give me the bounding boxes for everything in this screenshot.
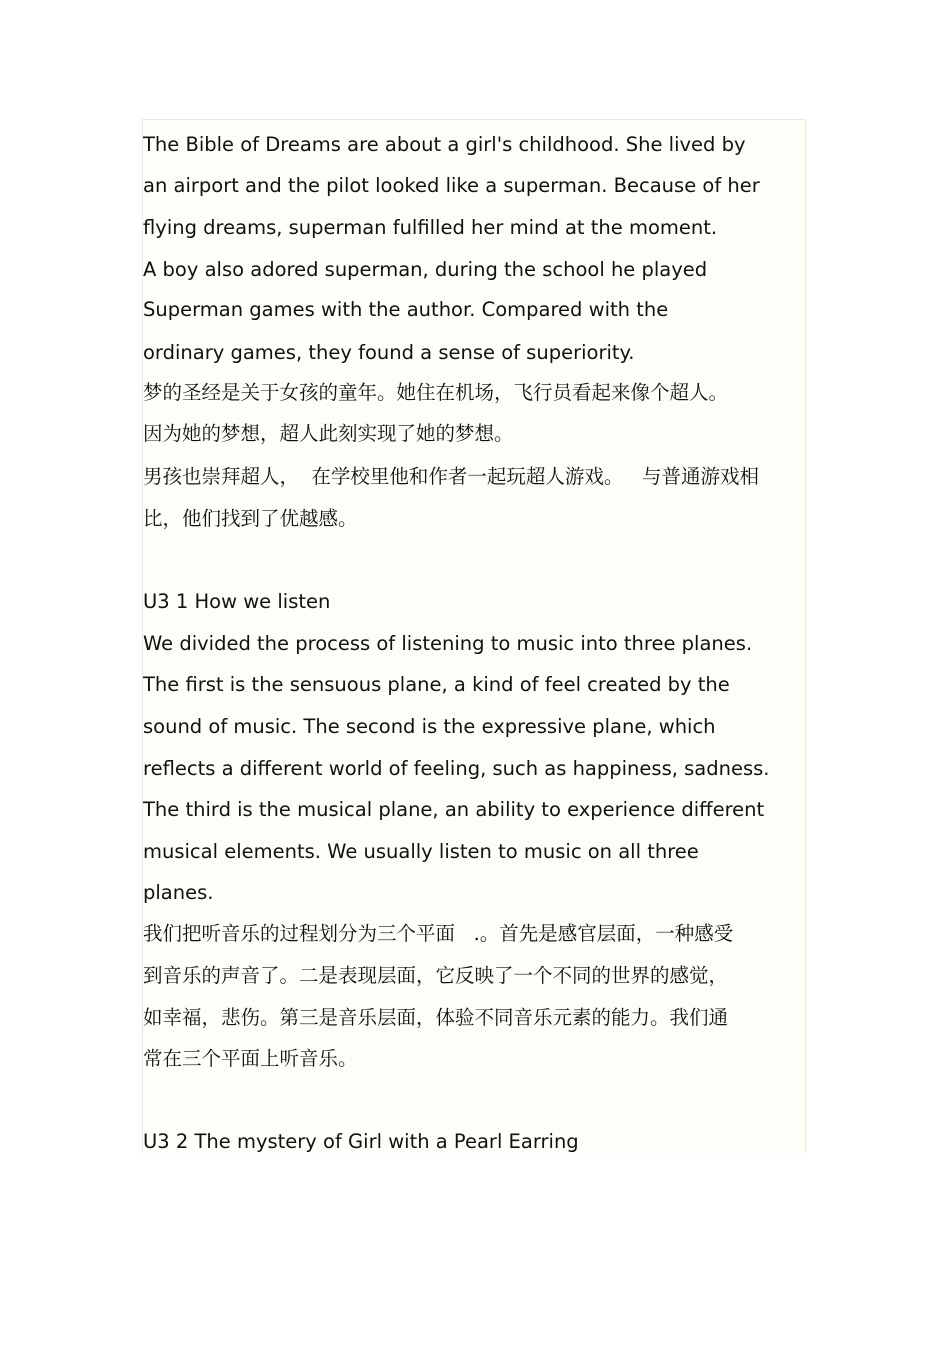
text-line: The first is the sensuous plane, a kind of feel created by the [143,673,730,696]
text-line-chinese: 我们把听音乐的过程划分为三个平面 .。首先是感官层面，一种感受 [143,922,734,945]
text-line: flying dreams, superman fulfilled her mind at the moment. [143,216,718,239]
text-line: an airport and the pilot looked like a superman. Because of her [143,174,760,197]
text-line-chinese: 如幸福，悲伤。第三是音乐层面，体验不同音乐元素的能力。我们通 [143,1006,729,1029]
text-line: The Bible of Dreams are about a girl's childhood. She lived by [143,133,746,156]
text-line: Superman games with the author. Compared with the [143,298,669,321]
text-line-chinese: 因为她的梦想，超人此刻实现了她的梦想。 [143,422,514,445]
text-line: musical elements. We usually listen to music on all three [143,840,699,863]
text-line-chinese: 男孩也崇拜超人， 在学校里他和作者一起玩超人游戏。 与普通游戏相 [143,465,759,488]
text-line: We divided the process of listening to music into three planes. [143,632,753,655]
text-line: A boy also adored superman, during the school he played [143,258,708,281]
section-heading: U3 2 The mystery of Girl with a Pearl Earring [143,1130,579,1153]
text-line-chinese: 比，他们找到了优越感。 [143,507,358,530]
text-line-chinese: 常在三个平面上听音乐。 [143,1047,358,1070]
text-line: sound of music. The second is the expressive plane, which [143,715,716,738]
text-line-chinese: 到音乐的声音了。二是表现层面，它反映了一个不同的世界的感觉， [143,964,729,987]
text-line-chinese: 梦的圣经是关于女孩的童年。她住在机场，飞行员看起来像个超人。 [143,381,729,404]
text-line: reflects a different world of feeling, such as happiness, sadness. [143,757,770,780]
text-line: ordinary games, they found a sense of superiority. [143,341,635,364]
text-line: planes. [143,881,214,904]
text-line: The third is the musical plane, an ability to experience different [143,798,765,821]
section-heading: U3 1 How we listen [143,590,331,613]
